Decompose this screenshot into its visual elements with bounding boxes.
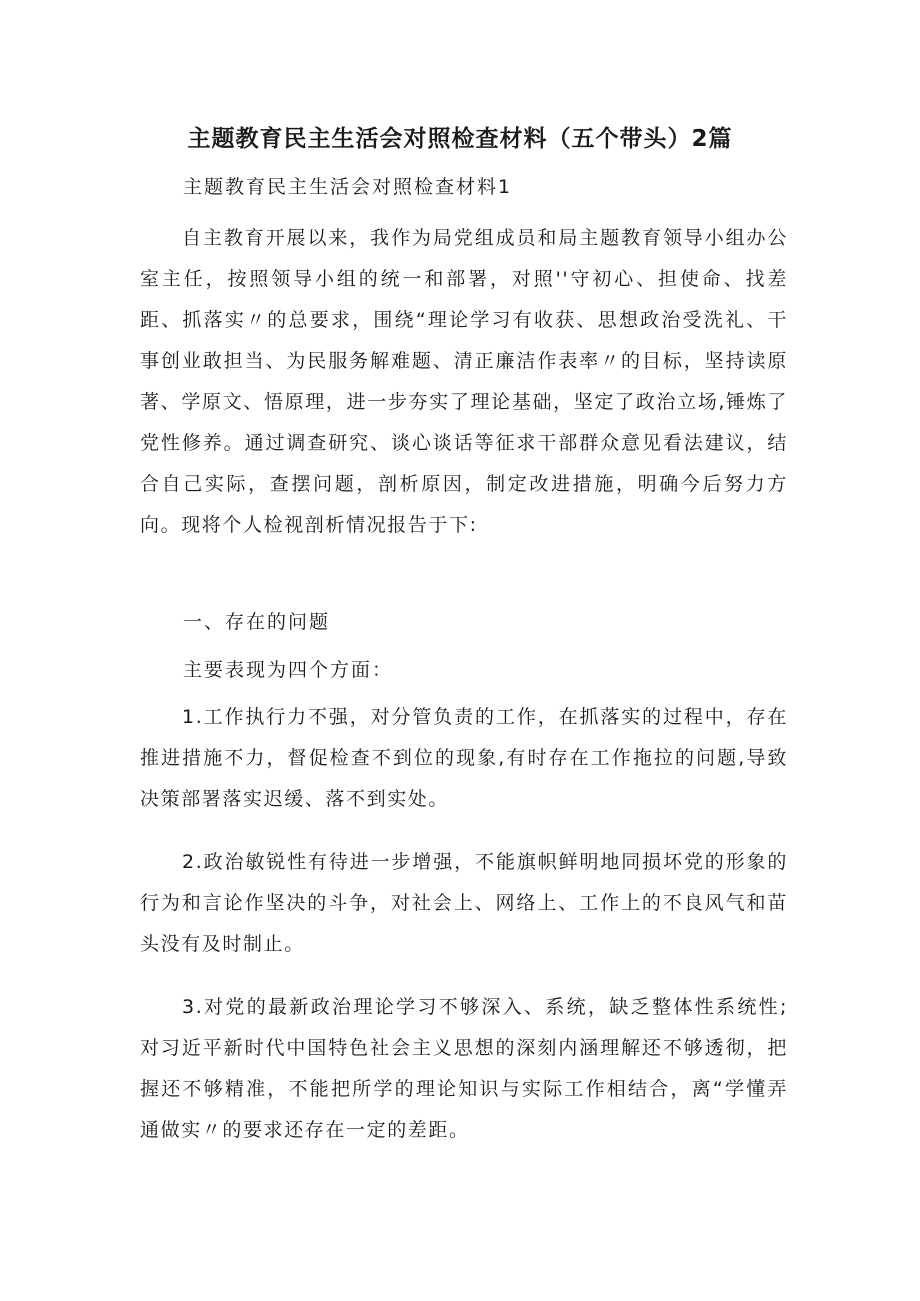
section-heading-problems: 一、存在的问题: [183, 611, 331, 633]
problem-item-1: 1.工作执行力不强，对分管负责的工作，在抓落实的过程中，存在推进措施不力，督促检查不到位的现象,有时存在工作拖拉的问题,导致决策部署落实迟缓、落不到实处。: [140, 706, 788, 810]
intro-paragraph: 自主教育开展以来，我作为局党组成员和局主题教育领导小组办公室主任，按照领导小组的统一和部署，对照''守初心、担使命、找差距、抓落实〃的总要求，围绕“理论学习有收获、思想政治受洗礼、干事创业敢担当、为民服务解难题、清正廉洁作表率〃的目标，坚持读原著、学原文、悟原理，进一步夯实了理论基础，坚定了政治立场,锤炼了党性修养。通过调查研究、谈心谈话等征求干部群众意见看法建议，结合自己实际，查摆问题，剖析原因，制定改进措施，明确今后努力方向。现将个人检视剖析情况报告于下:: [140, 227, 788, 536]
problem-item-3: 3.对党的最新政治理论学习不够深入、系统，缺乏整体性系统性;对习近平新时代中国特色社会主义思想的深刻内涵理解还不够透彻，把握还不够精准，不能把所学的理论知识与实际工作相结合，离“学懂弄通做实〃的要求还存在一定的差距。: [140, 996, 788, 1141]
problem-item-2: 2.政治敏锐性有待进一步增强，不能旗帜鲜明地同损坏党的形象的行为和言论作坚决的斗争，对社会上、网络上、工作上的不良风气和苗头没有及时制止。: [140, 851, 788, 955]
document-subtitle: 主题教育民主生活会对照检查材料1: [183, 176, 513, 198]
aspects-intro: 主要表现为四个方面：: [183, 659, 394, 681]
document-title: 主题教育民主生活会对照检查材料（五个带头）2篇: [187, 126, 733, 152]
